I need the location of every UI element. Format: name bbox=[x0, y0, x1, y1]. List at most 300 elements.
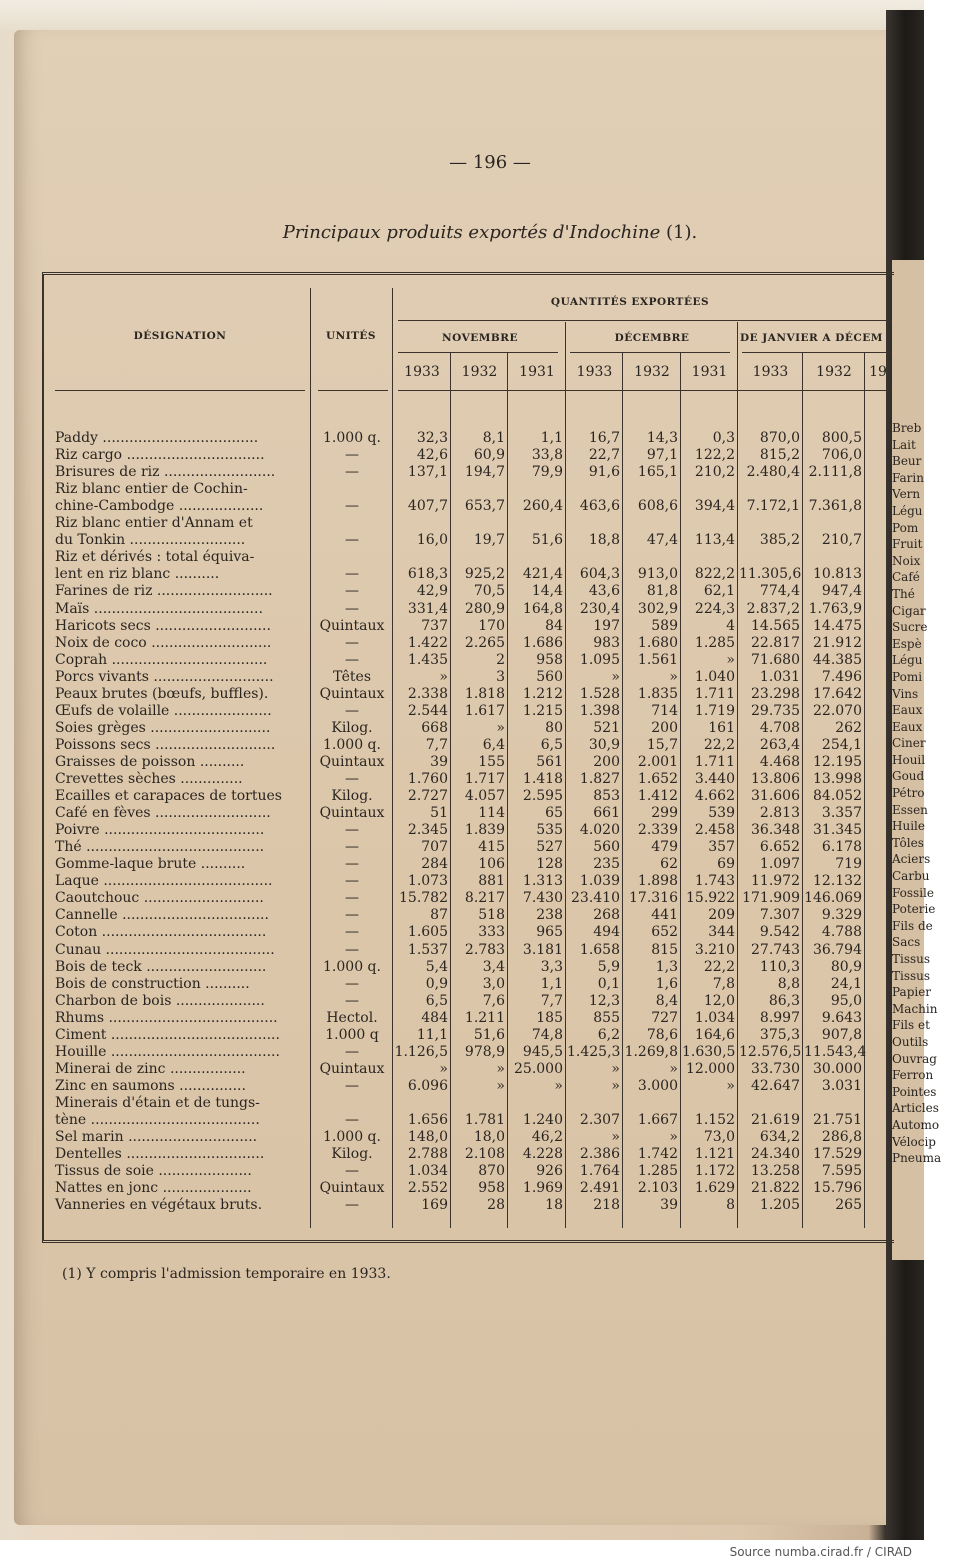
row-value: 1.764 bbox=[579, 1163, 620, 1180]
row-value: 8 bbox=[726, 1197, 735, 1214]
row-value: 344 bbox=[708, 924, 735, 941]
next-page-word: Pneuma bbox=[892, 1151, 942, 1166]
row-value: 7.595 bbox=[821, 1163, 862, 1180]
row-value: 1.034 bbox=[407, 1163, 448, 1180]
row-value: 8,1 bbox=[482, 430, 505, 446]
row-value: 925,2 bbox=[464, 566, 505, 583]
row-unit: — bbox=[345, 873, 359, 890]
row-unit: Quintaux bbox=[319, 805, 385, 822]
row-value: 10.813 bbox=[813, 566, 862, 583]
row-value: 7.307 bbox=[759, 907, 800, 924]
row-value: 652 bbox=[651, 924, 678, 941]
row-value: 74,8 bbox=[531, 1026, 563, 1043]
row-value: 161 bbox=[708, 719, 735, 736]
table-row bbox=[0, 1044, 880, 1061]
row-value: 3.000 bbox=[637, 1077, 678, 1094]
header-rule bbox=[55, 390, 305, 391]
table-row bbox=[0, 447, 880, 464]
year-header: 1932 bbox=[634, 364, 670, 380]
row-unit: — bbox=[345, 1077, 359, 1094]
row-value: 22.070 bbox=[813, 702, 862, 719]
row-designation: Haricots secs .......................... bbox=[55, 617, 271, 634]
table-row bbox=[0, 566, 880, 583]
row-value: 1.630,5 bbox=[682, 1043, 736, 1060]
row-value: 22.817 bbox=[751, 634, 800, 651]
row-value: 23.298 bbox=[751, 685, 800, 702]
row-value: 169 bbox=[421, 1197, 448, 1214]
row-value: 17.642 bbox=[813, 685, 862, 702]
row-value: 4.468 bbox=[759, 753, 800, 770]
header-designation: DÉSIGNATION bbox=[133, 330, 227, 342]
row-value: 91,6 bbox=[588, 464, 620, 481]
row-value: 1.839 bbox=[464, 822, 505, 839]
row-value: 22,2 bbox=[703, 958, 735, 975]
row-designation: Noix de coco ........................... bbox=[55, 634, 272, 651]
row-value: 415 bbox=[478, 839, 505, 856]
header-rule bbox=[742, 352, 892, 353]
row-designation: Poivre .................................... bbox=[55, 822, 265, 839]
next-page-word: Sucre bbox=[892, 620, 928, 635]
row-value: 280,9 bbox=[464, 600, 505, 617]
row-value: 706,0 bbox=[821, 447, 862, 464]
next-page-word: Goud bbox=[892, 769, 925, 784]
row-value: 853 bbox=[593, 788, 620, 805]
row-value: » bbox=[439, 668, 448, 685]
row-designation: Houille ...................................... bbox=[55, 1043, 280, 1060]
row-designation: Café en fèves .......................... bbox=[55, 805, 271, 822]
row-value: 14,3 bbox=[646, 430, 678, 446]
row-value: 22,7 bbox=[588, 447, 620, 464]
row-value: 1.711 bbox=[694, 753, 735, 770]
row-value: 855 bbox=[593, 1009, 620, 1026]
row-value: 8,8 bbox=[777, 975, 800, 992]
row-value: 6.096 bbox=[407, 1077, 448, 1094]
table-row bbox=[0, 618, 880, 635]
row-value: 70,5 bbox=[473, 583, 505, 600]
row-designation: Œufs de volaille ...................... bbox=[55, 702, 272, 719]
row-value: 7,8 bbox=[712, 975, 735, 992]
row-value: 122,2 bbox=[694, 447, 735, 464]
row-designation: Nattes en jonc .................... bbox=[55, 1180, 252, 1197]
table-row bbox=[0, 822, 880, 839]
row-value: 1.039 bbox=[579, 873, 620, 890]
row-value: 164,6 bbox=[694, 1026, 735, 1043]
row-value: 494 bbox=[593, 924, 620, 941]
row-value: 235 bbox=[593, 856, 620, 873]
row-designation: Vanneries en végétaux bruts. bbox=[55, 1197, 263, 1214]
row-designation: chine-Cambodge ................... bbox=[55, 498, 264, 515]
row-unit: — bbox=[345, 890, 359, 907]
row-value: 32,3 bbox=[416, 430, 448, 446]
row-value: 4.708 bbox=[759, 719, 800, 736]
header-rule bbox=[318, 390, 388, 391]
row-value: 17.316 bbox=[629, 890, 678, 907]
row-value: 6,4 bbox=[482, 736, 505, 753]
row-designation: Sel marin ............................. bbox=[55, 1129, 258, 1146]
row-value: 560 bbox=[593, 839, 620, 856]
row-value: 1.205 bbox=[759, 1197, 800, 1214]
row-value: 13.998 bbox=[813, 771, 862, 787]
next-page-word: Huile bbox=[892, 819, 925, 834]
row-designation: Farines de riz .......................... bbox=[55, 583, 273, 600]
row-value: 1.743 bbox=[694, 873, 735, 890]
row-unit: — bbox=[345, 822, 359, 839]
table-row bbox=[0, 703, 880, 720]
next-page-word: Thé bbox=[892, 586, 915, 601]
row-value: 385,2 bbox=[759, 532, 800, 549]
row-value: 2.783 bbox=[464, 941, 505, 958]
row-designation: Tissus de soie ..................... bbox=[55, 1163, 252, 1180]
next-page-word: Carbu bbox=[892, 869, 930, 884]
row-value: 46,2 bbox=[531, 1129, 563, 1146]
row-value: » bbox=[669, 1129, 678, 1146]
row-value: 18 bbox=[545, 1197, 563, 1214]
row-value: 4.662 bbox=[694, 788, 735, 805]
row-value: 27.743 bbox=[751, 941, 800, 958]
row-value: 2.111,8 bbox=[808, 464, 862, 481]
row-value: 2.386 bbox=[579, 1146, 620, 1163]
row-value: » bbox=[554, 1077, 563, 1094]
row-value: 7,7 bbox=[540, 992, 563, 1009]
row-designation: Bois de construction .......... bbox=[55, 975, 250, 992]
table-row bbox=[0, 771, 880, 788]
table-row bbox=[0, 652, 880, 669]
row-value: 164,8 bbox=[522, 600, 563, 617]
table-row bbox=[0, 515, 880, 532]
row-value: 1,6 bbox=[655, 975, 678, 992]
row-unit: — bbox=[345, 839, 359, 856]
next-page-word: Noix bbox=[892, 553, 921, 568]
row-designation: Dentelles ............................... bbox=[55, 1146, 265, 1163]
row-value: 4.057 bbox=[464, 788, 505, 805]
row-value: 15,7 bbox=[646, 736, 678, 753]
row-value: 1.121 bbox=[694, 1146, 735, 1163]
row-designation: Bois de teck ........................... bbox=[55, 958, 267, 975]
row-value: 78,6 bbox=[646, 1026, 678, 1043]
row-value: 1.760 bbox=[407, 771, 448, 787]
row-value: 7.496 bbox=[821, 668, 862, 685]
year-header: 19 bbox=[869, 364, 887, 380]
next-page-word: Fossile bbox=[892, 885, 934, 900]
next-page-word: Légu bbox=[892, 653, 923, 668]
row-value: 137,1 bbox=[407, 464, 448, 481]
row-value: 12.576,5 bbox=[739, 1043, 802, 1060]
row-value: 978,9 bbox=[464, 1043, 505, 1060]
table-row bbox=[0, 1095, 880, 1112]
row-value: 484 bbox=[421, 1009, 448, 1026]
row-value: 1.658 bbox=[579, 941, 620, 958]
row-value: 1.215 bbox=[522, 702, 563, 719]
row-unit: — bbox=[345, 702, 359, 719]
row-value: 81,8 bbox=[646, 583, 678, 600]
row-value: 51 bbox=[430, 805, 448, 822]
row-unit: — bbox=[345, 924, 359, 941]
row-value: 42,6 bbox=[416, 447, 448, 464]
header-quantites: QUANTITÉS EXPORTÉES bbox=[550, 296, 710, 308]
row-value: 12.132 bbox=[813, 873, 862, 890]
row-value: 71.680 bbox=[751, 651, 800, 668]
table-row bbox=[0, 993, 880, 1010]
row-value: 907,8 bbox=[821, 1026, 862, 1043]
row-value: 1.073 bbox=[407, 873, 448, 890]
row-value: 1.418 bbox=[522, 771, 563, 787]
row-value: 1.240 bbox=[522, 1112, 563, 1128]
row-value: 1.152 bbox=[694, 1112, 735, 1128]
row-value: 11.972 bbox=[751, 873, 800, 890]
row-value: 719 bbox=[835, 856, 862, 873]
row-value: 265 bbox=[835, 1197, 862, 1214]
row-value: 947,4 bbox=[821, 583, 862, 600]
row-value: 634,2 bbox=[759, 1129, 800, 1146]
table-row bbox=[0, 1010, 880, 1027]
row-value: 6,5 bbox=[425, 992, 448, 1009]
row-designation: Peaux brutes (bœufs, buffles). bbox=[55, 685, 269, 702]
row-unit: — bbox=[345, 634, 359, 651]
next-page-word: Outils bbox=[892, 1034, 929, 1049]
row-value: 230,4 bbox=[579, 600, 620, 617]
row-value: 707 bbox=[421, 839, 448, 856]
row-value: 5,9 bbox=[597, 958, 620, 975]
row-designation: Minerai de zinc ................. bbox=[55, 1060, 246, 1077]
row-value: 881 bbox=[478, 873, 505, 890]
row-value: 209 bbox=[708, 907, 735, 924]
row-value: 1.398 bbox=[579, 702, 620, 719]
row-value: 260,4 bbox=[522, 498, 563, 515]
next-page-word: Eaux bbox=[892, 703, 923, 718]
row-value: 30,9 bbox=[588, 736, 620, 753]
row-value: 60,9 bbox=[473, 447, 505, 464]
row-unit: — bbox=[345, 1043, 359, 1060]
row-value: 254,1 bbox=[821, 736, 862, 753]
row-value: 394,4 bbox=[694, 498, 735, 515]
row-unit: 1.000 q. bbox=[323, 736, 381, 753]
row-value: 1.763,9 bbox=[808, 600, 862, 617]
row-designation: Riz blanc entier d'Annam et bbox=[55, 515, 253, 532]
row-value: 171.909 bbox=[742, 890, 800, 907]
row-value: 815 bbox=[651, 941, 678, 958]
row-unit: Kilog. bbox=[331, 1146, 373, 1163]
row-value: 200 bbox=[651, 719, 678, 736]
table-row bbox=[0, 549, 880, 566]
next-page-word: Tôles bbox=[892, 835, 924, 850]
row-value: 84 bbox=[545, 617, 563, 634]
row-value: 1.617 bbox=[464, 702, 505, 719]
table-row bbox=[0, 976, 880, 993]
row-value: » bbox=[496, 1077, 505, 1094]
row-value: » bbox=[496, 1060, 505, 1077]
row-value: 2.727 bbox=[407, 788, 448, 805]
row-designation: Ecailles et carapaces de tortues bbox=[55, 788, 282, 805]
row-designation: Ciment ...................................... bbox=[55, 1026, 280, 1043]
table-row bbox=[0, 788, 880, 805]
row-value: 714 bbox=[651, 702, 678, 719]
row-value: 774,4 bbox=[759, 583, 800, 600]
row-value: 2.001 bbox=[637, 753, 678, 770]
row-value: 421,4 bbox=[522, 566, 563, 583]
row-value: 1.656 bbox=[407, 1112, 448, 1128]
row-value: 51,6 bbox=[531, 532, 563, 549]
row-value: 65 bbox=[545, 805, 563, 822]
row-value: 11.543,4 bbox=[804, 1043, 867, 1060]
row-value: 86,3 bbox=[768, 992, 800, 1009]
row-value: 44.385 bbox=[813, 651, 862, 668]
row-value: 43,6 bbox=[588, 583, 620, 600]
row-designation: Riz blanc entier de Cochin- bbox=[55, 481, 248, 498]
row-value: 815,2 bbox=[759, 447, 800, 464]
row-value: 5,4 bbox=[425, 958, 448, 975]
row-designation: Riz cargo ............................... bbox=[55, 447, 265, 464]
table-row bbox=[0, 464, 880, 481]
table-row bbox=[0, 737, 880, 754]
table-row bbox=[0, 754, 880, 771]
row-value: 1.827 bbox=[579, 771, 620, 787]
footnote: (1) Y compris l'admission temporaire en 1933. bbox=[62, 1266, 391, 1282]
row-value: 2.491 bbox=[579, 1180, 620, 1197]
row-value: 2.108 bbox=[464, 1146, 505, 1163]
row-value: 331,4 bbox=[407, 600, 448, 617]
row-designation: Charbon de bois .................... bbox=[55, 992, 265, 1009]
row-value: 407,7 bbox=[407, 498, 448, 515]
row-value: 69 bbox=[717, 856, 735, 873]
source-credit: Source numba.cirad.fr / CIRAD bbox=[729, 1545, 912, 1559]
row-value: 97,1 bbox=[646, 447, 678, 464]
row-value: 3.031 bbox=[821, 1077, 862, 1094]
row-value: 1.561 bbox=[637, 651, 678, 668]
row-unit: Kilog. bbox=[331, 719, 373, 736]
row-value: 945,5 bbox=[522, 1043, 563, 1060]
row-value: 11,1 bbox=[416, 1026, 448, 1043]
row-value: 148,0 bbox=[407, 1129, 448, 1146]
row-value: 822,2 bbox=[694, 566, 735, 583]
row-value: 560 bbox=[536, 668, 563, 685]
row-unit: 1.000 q. bbox=[323, 958, 381, 975]
row-value: 155 bbox=[478, 753, 505, 770]
next-page-word: Eaux bbox=[892, 719, 923, 734]
row-value: 604,3 bbox=[579, 566, 620, 583]
row-unit: 1.000 q. bbox=[323, 1129, 381, 1146]
row-value: 2.345 bbox=[407, 822, 448, 839]
row-unit: Quintaux bbox=[319, 685, 385, 702]
row-value: 39 bbox=[660, 1197, 678, 1214]
next-page-word: Fruit bbox=[892, 537, 923, 552]
row-value: 80 bbox=[545, 719, 563, 736]
row-designation: Soies grèges ........................... bbox=[55, 719, 271, 736]
row-value: 19,7 bbox=[473, 532, 505, 549]
row-value: 3.210 bbox=[694, 941, 735, 958]
row-designation: Paddy ................................... bbox=[55, 430, 259, 446]
row-value: 668 bbox=[421, 719, 448, 736]
row-value: 11.305,6 bbox=[739, 566, 802, 583]
table-row bbox=[0, 669, 880, 686]
next-page-word: Tissus bbox=[892, 968, 931, 983]
row-value: 25.000 bbox=[514, 1060, 563, 1077]
row-value: 983 bbox=[593, 634, 620, 651]
row-value: 36.794 bbox=[813, 941, 862, 958]
row-value: 2.339 bbox=[637, 822, 678, 839]
year-header: 1933 bbox=[752, 364, 789, 380]
next-page-word: Café bbox=[892, 570, 920, 585]
row-value: » bbox=[669, 1060, 678, 1077]
row-value: 1.412 bbox=[637, 788, 678, 805]
row-value: 1.898 bbox=[637, 873, 678, 890]
year-header: 1931 bbox=[519, 364, 555, 380]
row-value: 2 bbox=[496, 651, 505, 668]
next-page-word: Vélocip bbox=[892, 1134, 936, 1149]
row-value: 1.537 bbox=[407, 941, 448, 958]
row-value: 146.069 bbox=[804, 890, 862, 907]
row-value: 16,7 bbox=[588, 430, 620, 446]
next-page-word: Farin bbox=[892, 470, 924, 485]
row-unit: 1.000 q. bbox=[323, 430, 381, 446]
row-value: » bbox=[669, 668, 678, 685]
next-page-word: Essen bbox=[892, 802, 928, 817]
row-value: 7.430 bbox=[522, 890, 563, 907]
row-unit: — bbox=[345, 771, 359, 787]
row-value: 262 bbox=[835, 719, 862, 736]
row-value: 197 bbox=[593, 617, 620, 634]
row-value: 185 bbox=[536, 1009, 563, 1026]
row-value: 357 bbox=[708, 839, 735, 856]
row-value: 561 bbox=[536, 753, 563, 770]
row-unit: Hectol. bbox=[326, 1009, 378, 1026]
row-value: 2.480,4 bbox=[746, 464, 800, 481]
row-value: 18,8 bbox=[588, 532, 620, 549]
row-value: 2.458 bbox=[694, 822, 735, 839]
row-designation: Zinc en saumons ............... bbox=[55, 1077, 246, 1094]
row-value: 24,1 bbox=[830, 975, 862, 992]
row-value: 518 bbox=[478, 907, 505, 924]
row-value: 200 bbox=[593, 753, 620, 770]
row-value: 1.605 bbox=[407, 924, 448, 941]
row-value: 375,3 bbox=[759, 1026, 800, 1043]
table-row bbox=[0, 873, 880, 890]
row-value: 302,9 bbox=[637, 600, 678, 617]
year-header: 1932 bbox=[816, 364, 852, 380]
header-decembre: DÉCEMBRE bbox=[614, 332, 690, 344]
next-page-word: Pétro bbox=[892, 786, 925, 801]
row-value: 661 bbox=[593, 805, 620, 822]
row-value: 15.796 bbox=[813, 1180, 862, 1197]
row-value: 21.751 bbox=[813, 1112, 862, 1128]
row-value: 268 bbox=[593, 907, 620, 924]
row-value: 51,6 bbox=[473, 1026, 505, 1043]
table-row bbox=[0, 635, 880, 652]
row-value: 653,7 bbox=[464, 498, 505, 515]
row-value: 33.730 bbox=[751, 1060, 800, 1077]
row-value: 1.097 bbox=[759, 856, 800, 873]
row-designation: Riz et dérivés : total équiva- bbox=[55, 549, 255, 566]
row-unit: — bbox=[345, 532, 359, 549]
row-value: 114 bbox=[478, 805, 505, 822]
row-value: 6.178 bbox=[821, 839, 862, 856]
row-designation: Gomme-laque brute .......... bbox=[55, 856, 246, 873]
row-value: 7.172,1 bbox=[746, 498, 800, 515]
table-row bbox=[0, 686, 880, 703]
row-value: 333 bbox=[478, 924, 505, 941]
table-row bbox=[0, 601, 880, 618]
next-page-word: Machin bbox=[892, 1001, 938, 1016]
row-value: 1,1 bbox=[540, 975, 563, 992]
row-value: 15.782 bbox=[399, 890, 448, 907]
row-value: 73,0 bbox=[703, 1129, 735, 1146]
next-page-word: Légu bbox=[892, 503, 923, 518]
row-value: 128 bbox=[536, 856, 563, 873]
row-value: 21.619 bbox=[751, 1112, 800, 1128]
row-value: 42,9 bbox=[416, 583, 448, 600]
row-value: » bbox=[439, 1060, 448, 1077]
row-value: 2.837,2 bbox=[746, 600, 800, 617]
row-designation: lent en riz blanc .......... bbox=[55, 566, 220, 583]
